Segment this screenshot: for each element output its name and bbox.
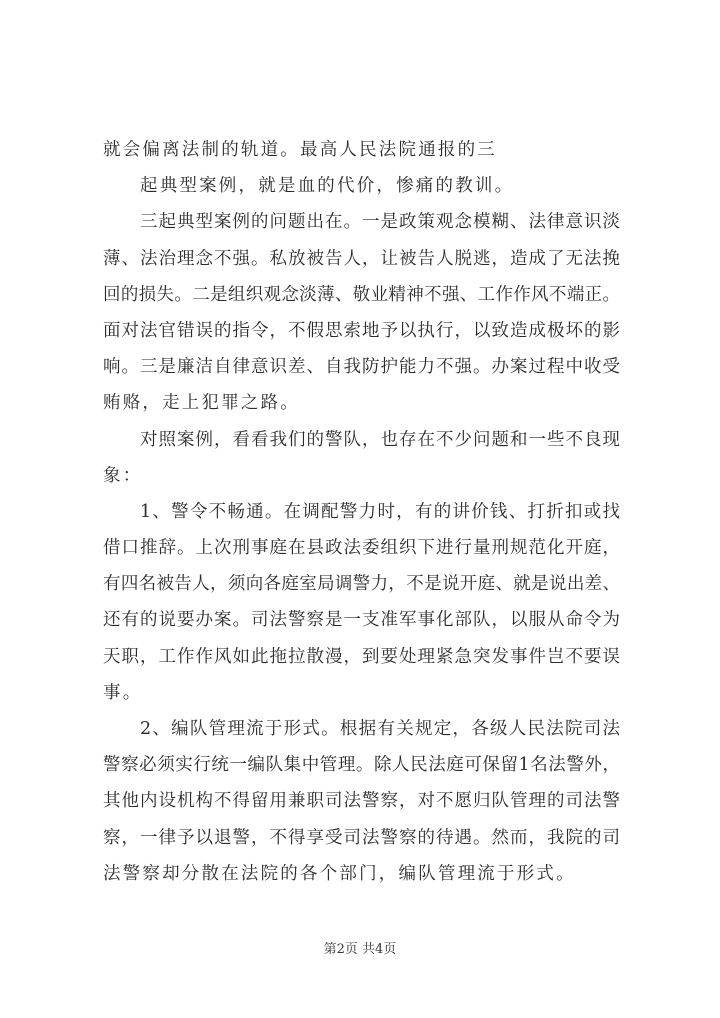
text-line: 响。三是廉洁自律意识差、自我防护能力不强。办案过程中收受: [103, 357, 620, 378]
text-line: 面对法官错误的指令，不假思索地予以执行，以致造成极坏的影: [103, 320, 620, 341]
text-line: 其他内设机构不得留用兼职司法警察，对不愿归队管理的司法警: [103, 791, 620, 812]
text-line: 事。: [103, 682, 143, 703]
page-footer: 第2页 共4页: [323, 942, 397, 957]
text-line: 借口推辞。上次刑事庭在县政法委组织下进行量刑规范化开庭，: [103, 538, 620, 559]
text-line: 有四名被告人，须向各庭室局调警力，不是说开庭、就是说出差、: [103, 574, 620, 595]
text-line: 天职，工作作风如此拖拉散漫，到要处理紧急突发事件岂不要误: [103, 646, 620, 667]
text-line: 还有的说要办案。司法警察是一支准军事化部队，以服从命令为: [103, 610, 620, 631]
text-line: 薄、法治理念不强。私放被告人，让被告人脱逃，造成了无法挽: [103, 248, 620, 269]
text-line: 对照案例，看看我们的警队，也存在不少问题和一些不良现: [140, 429, 620, 450]
text-line: 1、警令不畅通。在调配警力时，有的讲价钱、打折扣或找: [140, 501, 620, 522]
text-line: 起典型案例，就是血的代价，惨痛的教训。: [140, 176, 515, 197]
text-line: 察，一律予以退警，不得享受司法警察的待遇。然而，我院的司: [103, 827, 620, 848]
text-line: 象：: [103, 465, 143, 486]
text-line: 贿赂，走上犯罪之路。: [103, 393, 300, 414]
text-line: 三起典型案例的问题出在。一是政策观念模糊、法律意识淡: [140, 212, 620, 233]
text-line: 法警察却分散在法院的各个部门，编队管理流于形式。: [103, 863, 576, 884]
text-line: 回的损失。二是组织观念淡薄、敬业精神不强、工作作风不端正。: [103, 284, 620, 305]
body-text: [103, 138, 620, 898]
text-line: 2、编队管理流于形式。根据有关规定，各级人民法院司法: [140, 719, 620, 739]
text-line: 就会偏离法制的轨道。最高人民法院通报的三: [103, 140, 497, 160]
text-line: 警察必须实行统一编队集中管理。除人民法庭可保留1名法警外，: [103, 755, 620, 776]
